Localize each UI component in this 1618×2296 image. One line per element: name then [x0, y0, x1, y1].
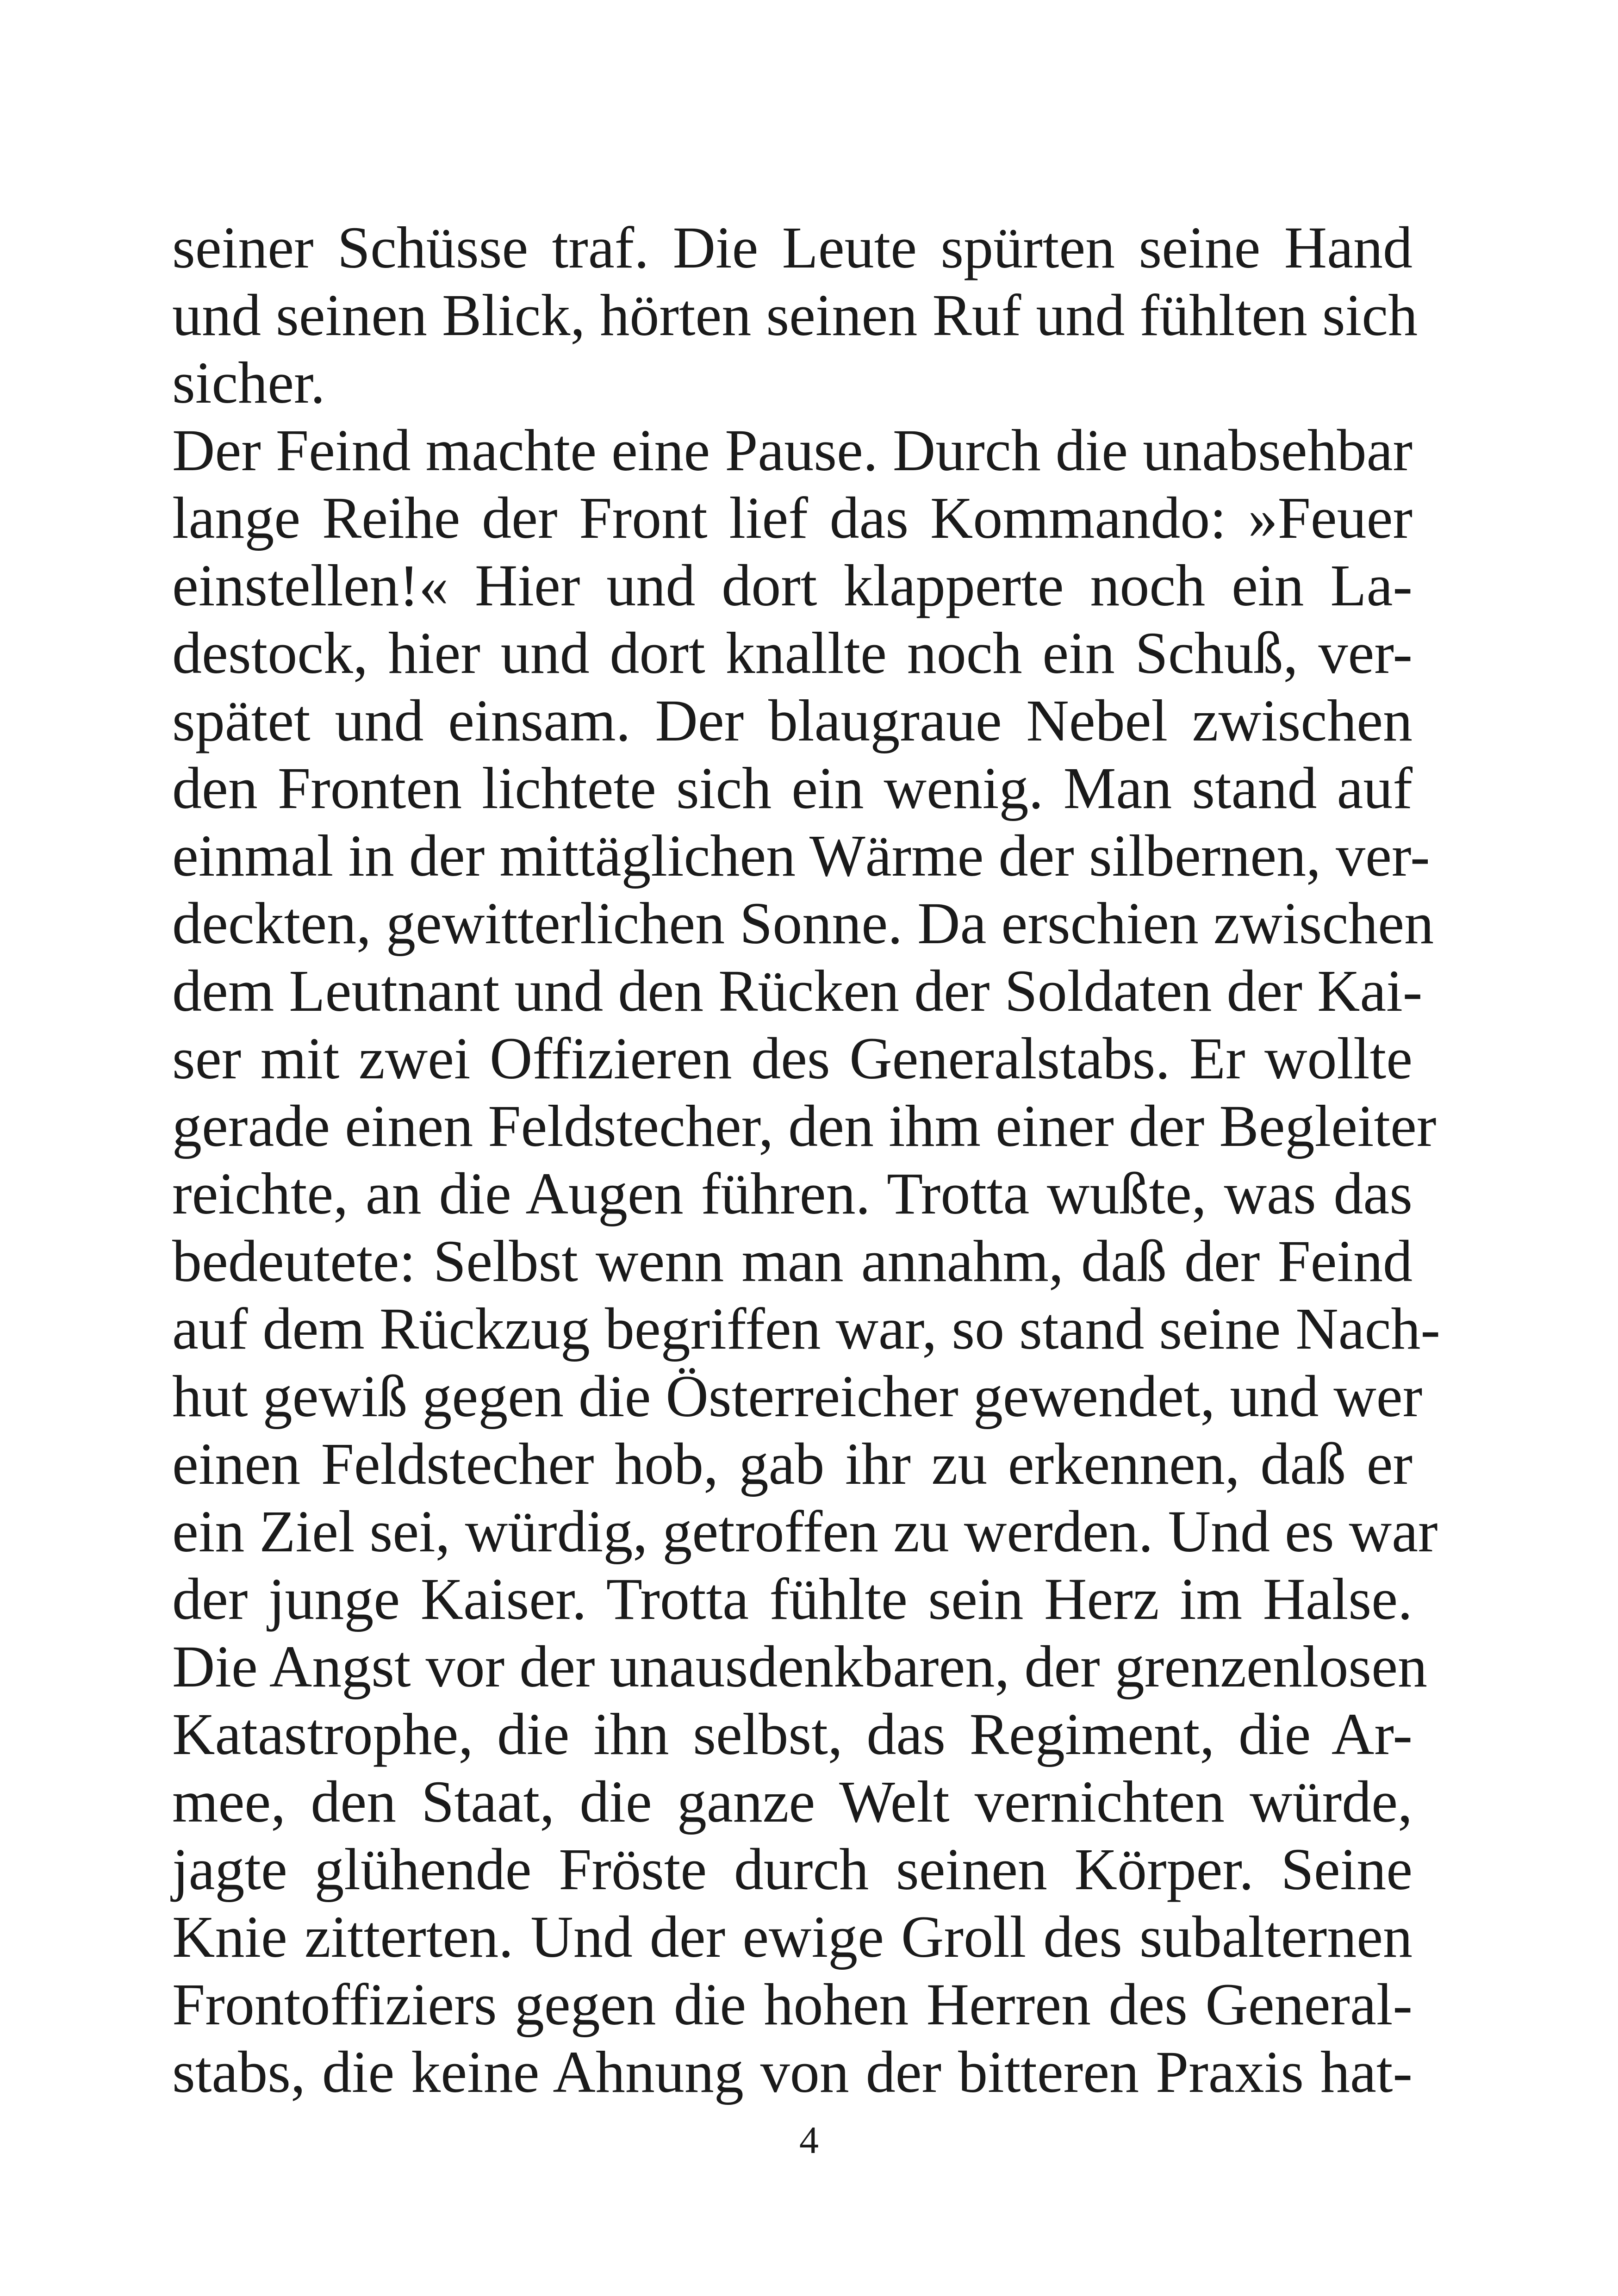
text-line: und seinen Blick, hörten seinen Ruf und fühlten sich — [172, 282, 1418, 348]
text-line: dem Leutnant und den Rücken der Soldaten der Kai- — [172, 958, 1423, 1024]
text-line: spätet und einsam. Der blaugraue Nebel zwischen — [172, 688, 1413, 753]
text-line: lange Reihe der Front lief das Kommando: »Feuer — [172, 485, 1413, 551]
text-line: reichte, an die Augen führen. Trotta wußte, was das — [172, 1161, 1413, 1226]
text-line: deckten, gewitterlichen Sonne. Da erschien zwischen — [172, 890, 1434, 956]
text-line: gerade einen Feldstecher, den ihm einer der Begleiter — [172, 1093, 1437, 1159]
page-number: 4 — [799, 2119, 819, 2162]
text-line: stabs, die keine Ahnung von der bitteren Praxis hat- — [172, 2039, 1413, 2105]
text-line: destock, hier und dort knallte noch ein Schuß, ver- — [172, 620, 1413, 686]
text-line: einen Feldstecher hob, gab ihr zu erkennen, daß er — [172, 1431, 1413, 1497]
text-line: Frontoffiziers gegen die hohen Herren des General- — [172, 1972, 1413, 2037]
text-line: ein Ziel sei, würdig, getroffen zu werden. Und es war — [172, 1499, 1438, 1564]
text-line: Der Feind machte eine Pause. Durch die unabsehbar — [172, 417, 1413, 483]
body-text — [172, 214, 1440, 2106]
text-line: jagte glühende Fröste durch seinen Körper. Seine — [172, 1836, 1413, 1902]
text-line: hut gewiß gegen die Österreicher gewendet, und wer — [172, 1363, 1423, 1429]
text-line: einmal in der mittäglichen Wärme der silbernen, ver- — [172, 823, 1430, 889]
text-line: einstellen!« Hier und dort klapperte noch ein La- — [172, 553, 1413, 618]
text-line: sicher. — [172, 350, 325, 416]
text-line: mee, den Staat, die ganze Welt vernichten würde, — [172, 1769, 1413, 1835]
text-line: auf dem Rückzug begriffen war, so stand seine Nach- — [172, 1296, 1440, 1362]
text-line: der junge Kaiser. Trotta fühlte sein Herz im Halse. — [172, 1566, 1413, 1632]
text-line: den Fronten lichtete sich ein wenig. Man stand auf — [172, 755, 1413, 821]
text-line: Die Angst vor der unausdenkbaren, der grenzenlosen — [172, 1634, 1427, 1699]
text-line: ser mit zwei Offizieren des Generalstabs. Er wollte — [172, 1026, 1413, 1091]
text-line: bedeutete: Selbst wenn man annahm, daß der Feind — [172, 1228, 1413, 1294]
text-line: seiner Schüsse traf. Die Leute spürten seine Hand — [172, 215, 1413, 280]
text-line: Knie zitterten. Und der ewige Groll des subalternen — [172, 1904, 1413, 1970]
text-line: Katastrophe, die ihn selbst, das Regiment, die Ar- — [172, 1701, 1413, 1767]
